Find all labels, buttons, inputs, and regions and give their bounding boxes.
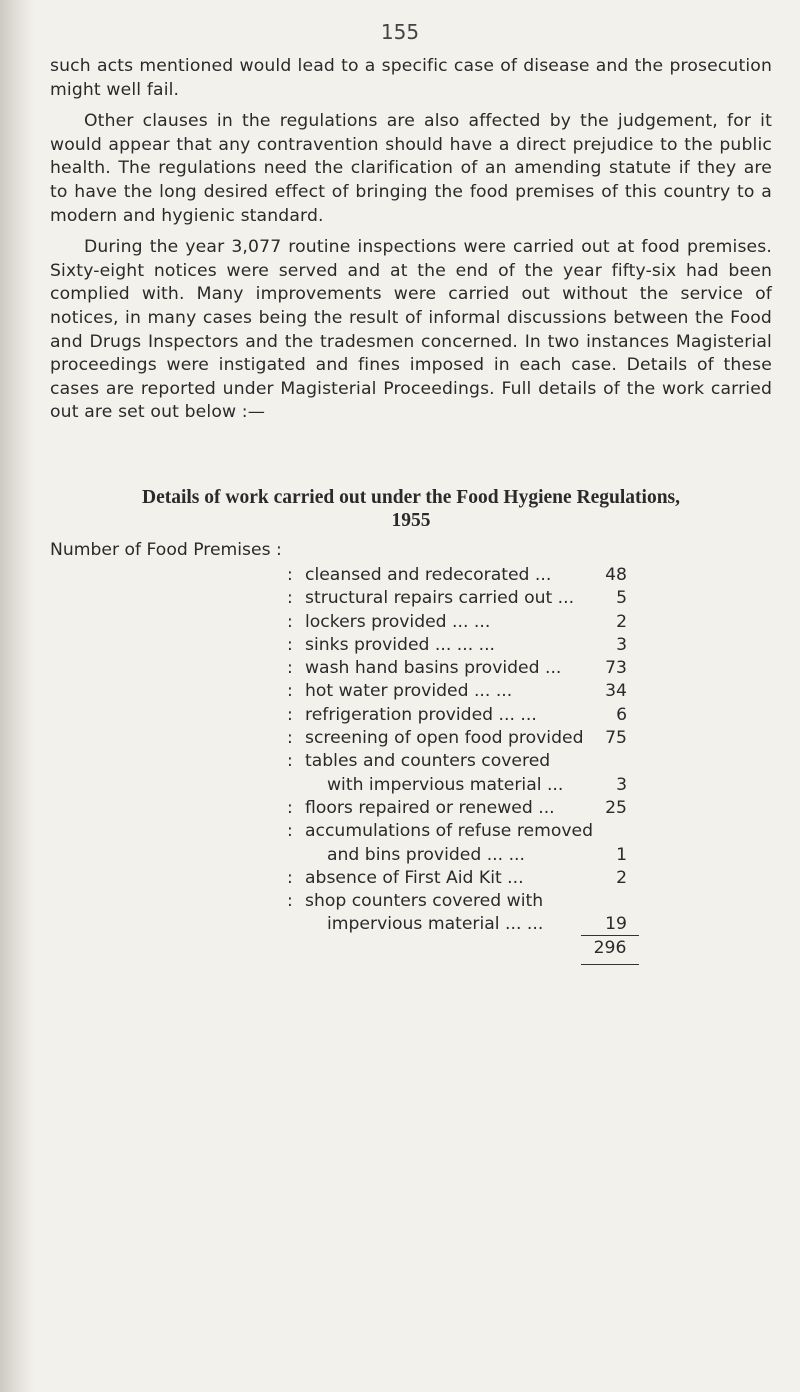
item-count: 3	[616, 634, 627, 655]
item-count: 6	[616, 704, 627, 725]
list-item	[287, 867, 627, 890]
page-edge-shadow	[0, 0, 34, 1392]
item-description: : absence of First Aid Kit ...	[305, 867, 524, 888]
item-count: 73	[605, 658, 627, 679]
item-count: 1	[616, 844, 627, 865]
item-count: 75	[605, 728, 627, 749]
item-count: 3	[616, 774, 627, 795]
item-count: 19	[605, 914, 627, 935]
list-item	[287, 820, 627, 867]
total-rule-top	[581, 935, 639, 936]
item-description: : tables and counters covered	[305, 751, 551, 772]
list-item	[287, 704, 627, 727]
item-count: 25	[605, 797, 627, 818]
page-number: 155	[380, 20, 420, 44]
list-item	[287, 587, 627, 610]
list-item	[287, 680, 627, 703]
premises-label: Number of Food Premises :	[50, 540, 282, 560]
paragraph-3: During the year 3,077 routine inspections were carried out at food premises. Sixty-eight notices were served and at the end of the year fifty-six had been complied with. Many improvements were carried out without the service of notices, in many cases being the result of informal discussions between the Food and Drugs Inspectors and the tradesmen concerned. In two instances Magisterial proceedings were instigated and fines imposed in each case. Details of these cases are reported under Magisterial Proceedings. Full details of the work carried out are set out below :—	[50, 237, 772, 423]
item-description: : lockers provided ... ...	[305, 611, 491, 632]
item-description: : shop counters covered with	[305, 891, 544, 912]
item-description: : refrigeration provided ... ...	[305, 704, 537, 725]
item-description-continued: and bins provided ... ...	[327, 844, 525, 865]
total-rule-bottom	[581, 964, 639, 965]
list-item	[287, 634, 627, 657]
section-heading	[50, 486, 772, 532]
list-item	[287, 727, 627, 750]
item-description-continued: with impervious material ...	[327, 774, 564, 795]
body-text	[50, 55, 772, 433]
item-description-continued: impervious material ... ...	[327, 914, 544, 935]
list-item	[287, 797, 627, 820]
list-item	[287, 890, 627, 937]
item-description: : structural repairs carried out ...	[305, 588, 575, 609]
item-count: 2	[616, 867, 627, 888]
list-item	[287, 750, 627, 797]
paragraph-2: Other clauses in the regulations are also affected by the judgement, for it would appear that any contravention should have a direct prejudice to the public health. The regulations need the clarification of an amending statute if they are to have the long desired effect of bringing the food premises of this country to a modern and hygienic standard.	[50, 111, 772, 226]
item-count: 5	[616, 588, 627, 609]
section-heading-line-1: Details of work carried out under the Food Hygiene Regulations,	[141, 487, 681, 508]
item-description: : wash hand basins provided ...	[305, 658, 562, 679]
list-item	[287, 657, 627, 680]
item-description: : screening of open food provided	[305, 728, 584, 749]
item-description: : accumulations of refuse removed	[305, 821, 594, 842]
item-count: 34	[605, 681, 627, 702]
item-description: : floors repaired or renewed ...	[305, 797, 555, 818]
section-heading-line-2: 1955	[391, 510, 431, 531]
item-description: : hot water provided ... ...	[305, 681, 513, 702]
list-item	[287, 611, 627, 634]
list-item	[287, 564, 627, 587]
paragraph-1: such acts mentioned would lead to a specific case of disease and the prosecution might well fail.	[50, 56, 772, 100]
item-count: 2	[616, 611, 627, 632]
total-count: 296	[593, 938, 627, 958]
item-description: : cleansed and redecorated ...	[305, 565, 552, 585]
work-items-list	[287, 564, 627, 937]
item-count: 48	[605, 565, 627, 585]
item-description: : sinks provided ... ... ...	[305, 634, 496, 655]
